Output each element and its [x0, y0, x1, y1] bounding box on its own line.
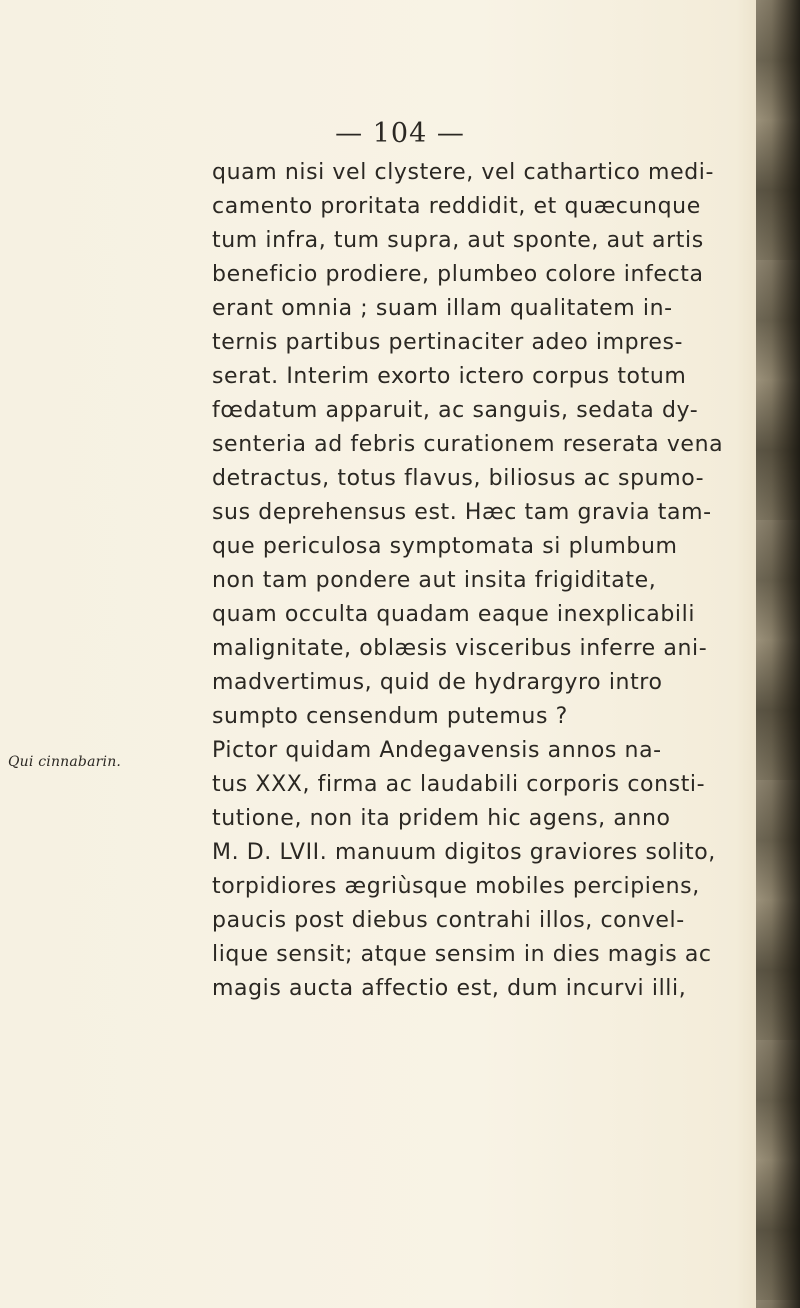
- text-line: lique sensit; atque sensim in dies magis ac: [212, 942, 712, 967]
- text-line: que periculosa symptomata si plumbum: [212, 534, 678, 559]
- text-line: ternis partibus pertinaciter adeo impres-: [212, 330, 684, 355]
- text-line: malignitate, oblæsis visceribus inferre ani-: [212, 636, 708, 661]
- text-line: sus deprehensus est. Hæc tam gravia tam-: [212, 500, 712, 525]
- marginal-note: Qui cinnabarin.: [8, 754, 122, 770]
- text-line: beneficio prodiere, plumbeo colore infecta: [212, 262, 704, 287]
- text-line: senteria ad febris curationem reserata vena: [212, 432, 724, 457]
- text-line: Pictor quidam Andegavensis annos na-: [212, 738, 662, 763]
- page-number: [0, 118, 800, 149]
- text-line: madvertimus, quid de hydrargyro intro: [212, 670, 663, 695]
- text-line: paucis post diebus contrahi illos, convel-: [212, 908, 685, 933]
- text-line: magis aucta affectio est, dum incurvi illi,: [212, 976, 687, 1001]
- body-text: [212, 156, 742, 1006]
- page-edge-shadow: [756, 0, 800, 1308]
- text-line: tus XXX, firma ac laudabili corporis consti-: [212, 772, 706, 797]
- text-line: non tam pondere aut insita frigiditate,: [212, 568, 657, 593]
- page-number-text: — 104 —: [335, 118, 465, 149]
- text-line: M. D. LVII. manuum digitos graviores solito,: [212, 840, 716, 865]
- text-line: serat. Interim exorto ictero corpus totum: [212, 364, 687, 389]
- text-line: tutione, non ita pridem hic agens, anno: [212, 806, 671, 831]
- text-line: sumpto censendum putemus ?: [212, 704, 568, 729]
- text-line: erant omnia ; suam illam qualitatem in-: [212, 296, 673, 321]
- text-line: fœdatum apparuit, ac sanguis, sedata dy-: [212, 398, 699, 423]
- text-line: quam nisi vel clystere, vel cathartico medi-: [212, 160, 715, 185]
- text-line: torpidiores ægriùsque mobiles percipiens,: [212, 874, 700, 899]
- text-line: detractus, totus flavus, biliosus ac spumo-: [212, 466, 705, 491]
- text-line: tum infra, tum supra, aut sponte, aut artis: [212, 228, 704, 253]
- text-line: camento proritata reddidit, et quæcunque: [212, 194, 701, 219]
- text-line: quam occulta quadam eaque inexplicabili: [212, 602, 696, 627]
